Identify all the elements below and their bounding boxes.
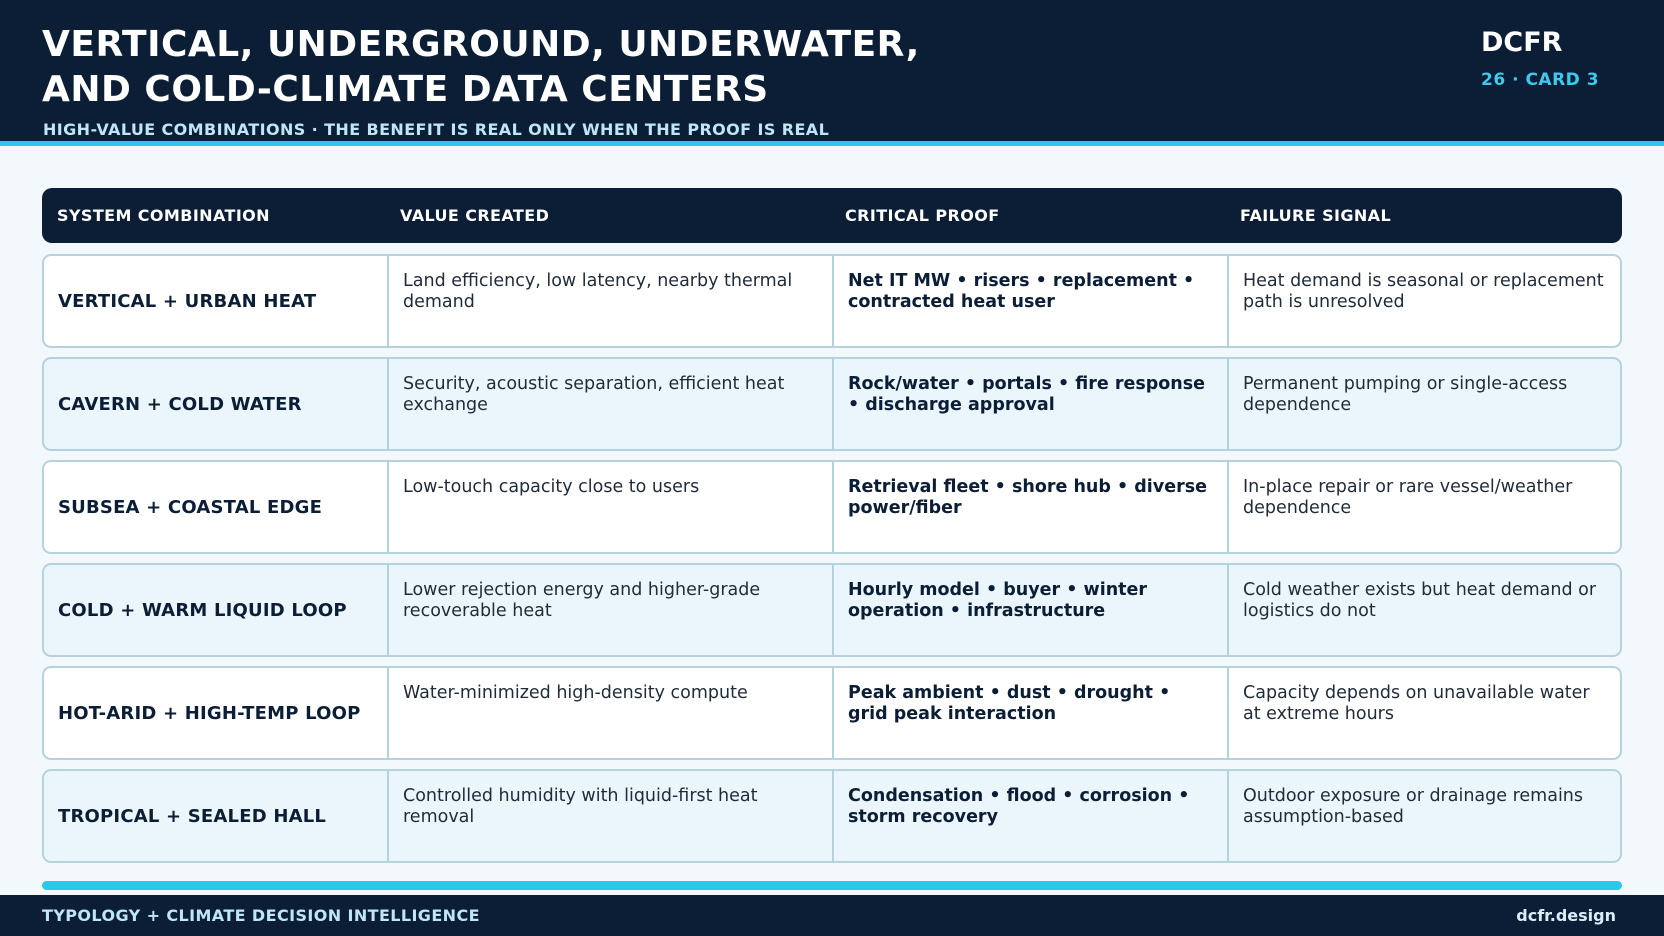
value-cell: Land efficiency, low latency, nearby thermal demand bbox=[387, 256, 832, 346]
failure-cell: In-place repair or rare vessel/weather dependence bbox=[1227, 462, 1620, 552]
table-row bbox=[42, 357, 1622, 451]
footer-band bbox=[0, 895, 1664, 936]
value-cell: Low-touch capacity close to users bbox=[387, 462, 832, 552]
proof-cell: Rock/water • portals • fire response • discharge approval bbox=[832, 359, 1227, 449]
brand-logo: DCFR bbox=[1481, 27, 1563, 58]
failure-cell: Heat demand is seasonal or replacement path is unresolved bbox=[1227, 256, 1620, 346]
title-line-2: AND COLD-CLIMATE DATA CENTERS bbox=[42, 69, 769, 110]
proof-cell: Hourly model • buyer • winter operation • infrastructure bbox=[832, 565, 1227, 655]
combination-cell: HOT-ARID + HIGH-TEMP LOOP bbox=[58, 702, 361, 724]
failure-cell: Permanent pumping or single-access dependence bbox=[1227, 359, 1620, 449]
card-id: 26 · CARD 3 bbox=[1481, 70, 1600, 90]
page-subtitle: HIGH-VALUE COMBINATIONS · THE BENEFIT IS REAL ONLY WHEN THE PROOF IS REAL bbox=[43, 120, 830, 139]
combination-cell: VERTICAL + URBAN HEAT bbox=[58, 290, 317, 312]
value-cell: Security, acoustic separation, efficient heat exchange bbox=[387, 359, 832, 449]
table-header bbox=[42, 188, 1622, 243]
footer-site: dcfr.design bbox=[1516, 906, 1616, 925]
title-line-1: VERTICAL, UNDERGROUND, UNDERWATER, bbox=[42, 24, 920, 65]
footer-label: TYPOLOGY + CLIMATE DECISION INTELLIGENCE bbox=[42, 906, 480, 925]
combination-cell: COLD + WARM LIQUID LOOP bbox=[58, 599, 347, 621]
combination-cell: SUBSEA + COASTAL EDGE bbox=[58, 496, 323, 518]
bottom-accent-rule bbox=[42, 881, 1622, 890]
failure-cell: Outdoor exposure or drainage remains assumption-based bbox=[1227, 771, 1620, 861]
table-row bbox=[42, 254, 1622, 348]
proof-cell: Net IT MW • risers • replacement • contracted heat user bbox=[832, 256, 1227, 346]
value-cell: Controlled humidity with liquid-first heat removal bbox=[387, 771, 832, 861]
combination-cell: CAVERN + COLD WATER bbox=[58, 393, 302, 415]
proof-cell: Condensation • flood • corrosion • storm recovery bbox=[832, 771, 1227, 861]
header-band bbox=[0, 0, 1664, 146]
failure-cell: Capacity depends on unavailable water at extreme hours bbox=[1227, 668, 1620, 758]
failure-cell: Cold weather exists but heat demand or logistics do not bbox=[1227, 565, 1620, 655]
proof-cell: Peak ambient • dust • drought • grid peak interaction bbox=[832, 668, 1227, 758]
table-row bbox=[42, 460, 1622, 554]
combination-cell: TROPICAL + SEALED HALL bbox=[58, 805, 327, 827]
table-row bbox=[42, 769, 1622, 863]
proof-cell: Retrieval fleet • shore hub • diverse power/fiber bbox=[832, 462, 1227, 552]
column-header-failure: FAILURE SIGNAL bbox=[1240, 206, 1392, 225]
page-title bbox=[42, 22, 1042, 112]
table-row bbox=[42, 666, 1622, 760]
value-cell: Water-minimized high-density compute bbox=[387, 668, 832, 758]
value-cell: Lower rejection energy and higher-grade recoverable heat bbox=[387, 565, 832, 655]
column-header-value: VALUE CREATED bbox=[400, 206, 550, 225]
table-row bbox=[42, 563, 1622, 657]
column-header-proof: CRITICAL PROOF bbox=[845, 206, 1000, 225]
column-header-combination: SYSTEM COMBINATION bbox=[57, 206, 270, 225]
